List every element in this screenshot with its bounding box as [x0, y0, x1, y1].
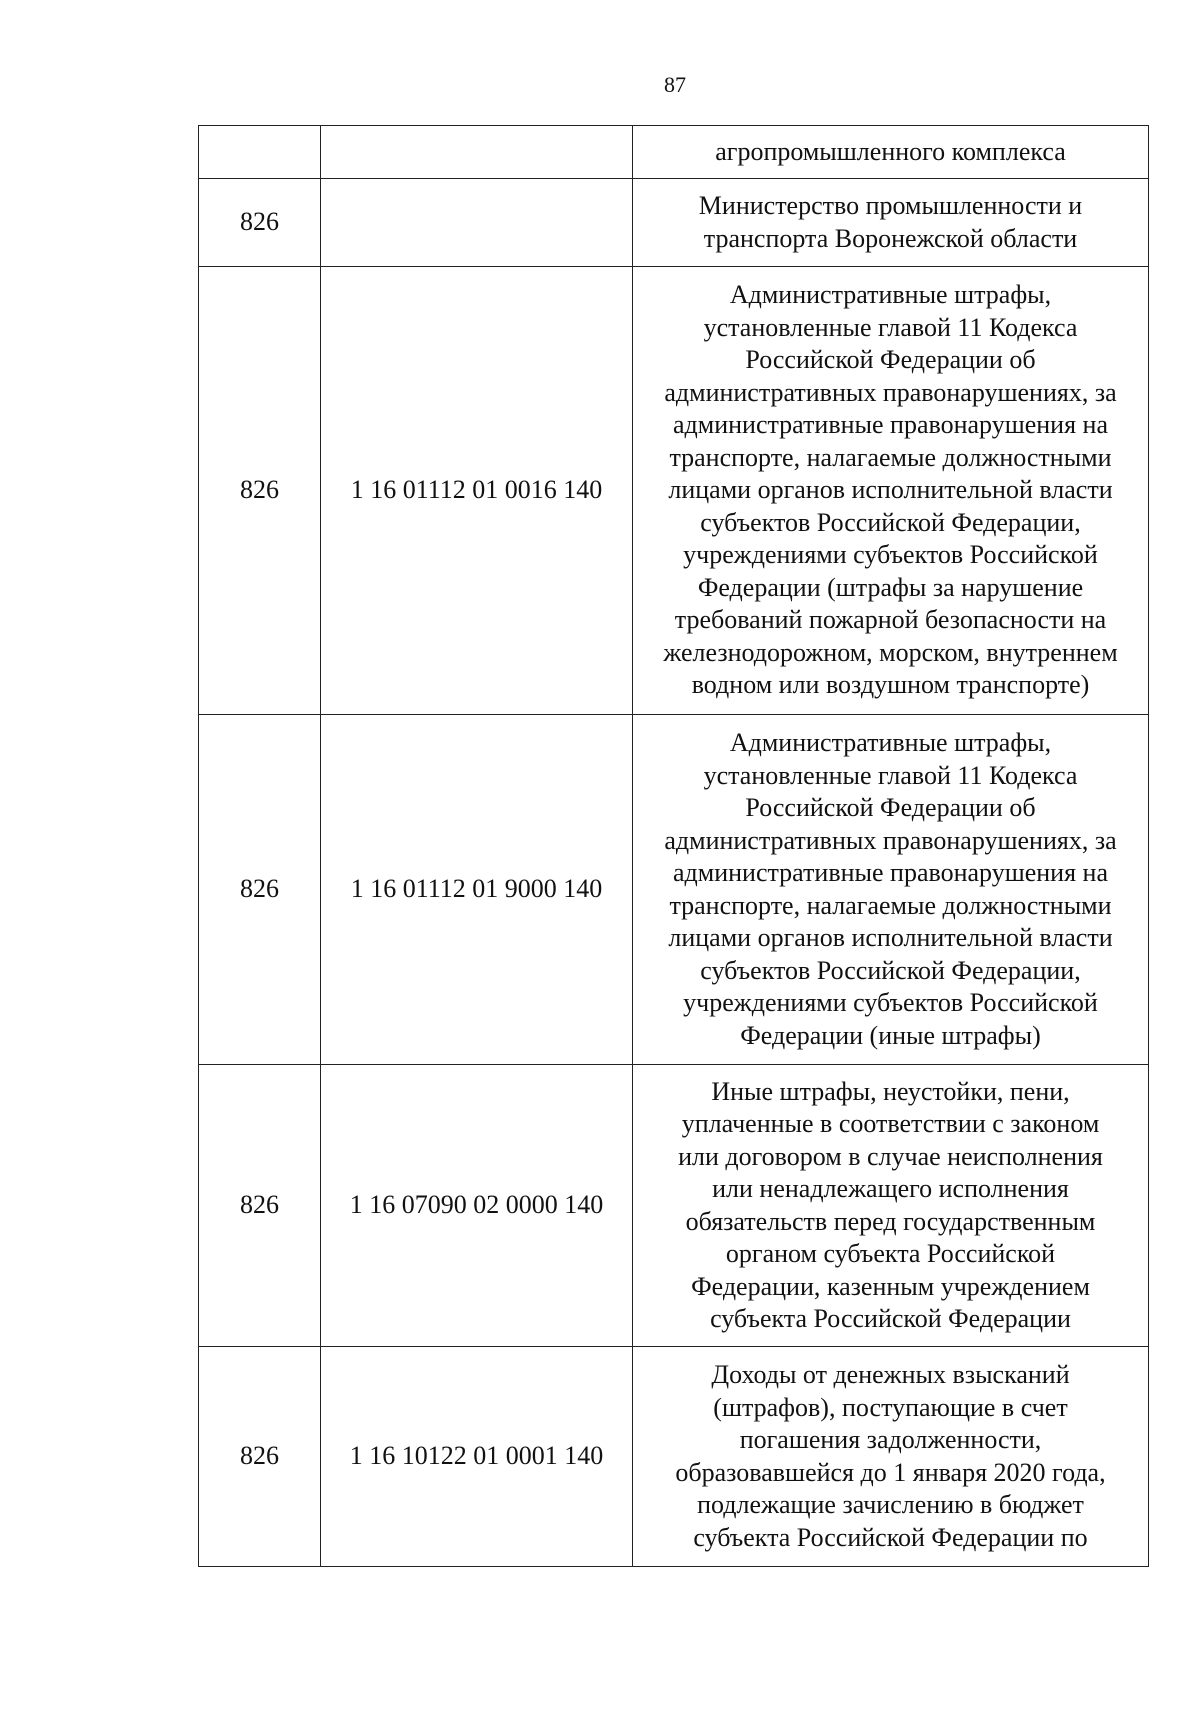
description-cell	[633, 126, 1149, 179]
description-line: Иные штрафы, неустойки, пени,	[711, 1076, 1070, 1106]
table-row	[199, 1347, 1149, 1567]
description-line: субъектов Российской Федерации,	[700, 955, 1081, 985]
description-line: Российской Федерации об	[745, 793, 1036, 822]
description-line: органом субъекта Российской	[725, 1239, 1056, 1268]
description-line: уплаченные в соответствии с законом	[681, 1109, 1100, 1138]
description-line: лицами органов исполнительной власти	[668, 923, 1113, 952]
description-line: образовавшейся до 1 января 2020 года,	[675, 1457, 1106, 1487]
description-line: обязательств перед государственным	[685, 1206, 1096, 1236]
admin-code-cell: 826	[199, 1347, 321, 1567]
description-line: Министерство промышленности и	[698, 191, 1083, 220]
description-cell	[633, 179, 1149, 267]
table-row	[199, 1065, 1149, 1347]
table-row	[199, 126, 1149, 179]
description-line: агропромышленного комплекса	[715, 136, 1066, 166]
description-line: транспорте, налагаемые должностными	[669, 890, 1112, 920]
description-line: субъекта Российской Федерации по	[693, 1522, 1088, 1552]
description-line: субъектов Российской Федерации,	[700, 507, 1081, 537]
admin-code-cell: 826	[199, 267, 321, 715]
description-line: административные правонарушения на	[673, 410, 1108, 440]
income-code-cell: 1 16 10122 01 0001 140	[321, 1347, 633, 1567]
description-line: субъекта Российской Федерации	[710, 1304, 1071, 1333]
description-line: административные правонарушения на	[673, 858, 1108, 887]
admin-code-cell	[199, 126, 321, 179]
description-line: Доходы от денежных взысканий	[711, 1360, 1070, 1389]
description-cell	[633, 715, 1149, 1065]
income-code-cell	[321, 126, 633, 179]
description-line: железнодорожном, морском, внутреннем	[663, 637, 1118, 667]
description-line: Федерации (иные штрафы)	[740, 1020, 1041, 1050]
description-line: Российской Федерации об	[745, 345, 1036, 375]
description-cell	[633, 267, 1149, 715]
admin-code-cell: 826	[199, 1065, 321, 1347]
description-cell	[633, 1065, 1149, 1347]
description-line: (штрафов), поступающие в счет	[713, 1392, 1068, 1422]
description-line: погашения задолженности,	[739, 1425, 1042, 1454]
description-cell	[633, 1347, 1149, 1567]
description-line: транспорте, налагаемые должностными	[669, 442, 1112, 472]
description-line: Административные штрафы,	[729, 728, 1052, 757]
income-code-cell: 1 16 07090 02 0000 140	[321, 1065, 633, 1347]
description-line: установленные главой 11 Кодекса	[703, 312, 1078, 342]
income-code-cell: 1 16 01112 01 0016 140	[321, 267, 633, 715]
income-code-cell	[321, 179, 633, 267]
description-line: Административные штрафы,	[729, 280, 1052, 310]
description-line: лицами органов исполнительной власти	[668, 475, 1113, 505]
admin-code-cell: 826	[199, 715, 321, 1065]
description-line: установленные главой 11 Кодекса	[703, 760, 1078, 790]
table-row	[199, 267, 1149, 715]
description-line: транспорта Воронежской области	[703, 223, 1078, 253]
budget-code-table	[198, 125, 1149, 1567]
description-line: административных правонарушениях, за	[664, 377, 1117, 407]
description-line: учреждениями субъектов Российской	[683, 988, 1098, 1017]
description-line: учреждениями субъектов Российской	[683, 540, 1098, 570]
description-line: подлежащие зачислению в бюджет	[697, 1490, 1084, 1519]
description-line: требований пожарной безопасности на	[674, 605, 1107, 635]
income-code-cell: 1 16 01112 01 9000 140	[321, 715, 633, 1065]
description-line: или ненадлежащего исполнения	[712, 1174, 1069, 1203]
description-line: административных правонарушениях, за	[664, 825, 1117, 855]
description-line: или договором в случае неисполнения	[678, 1141, 1103, 1171]
page-number: 87	[664, 72, 686, 97]
table-row	[199, 715, 1149, 1065]
admin-code-cell: 826	[199, 179, 321, 267]
description-line: водном или воздушном транспорте)	[691, 670, 1090, 700]
description-line: Федерации (штрафы за нарушение	[697, 572, 1084, 602]
description-line: Федерации, казенным учреждением	[691, 1271, 1090, 1301]
table-row	[199, 179, 1149, 267]
